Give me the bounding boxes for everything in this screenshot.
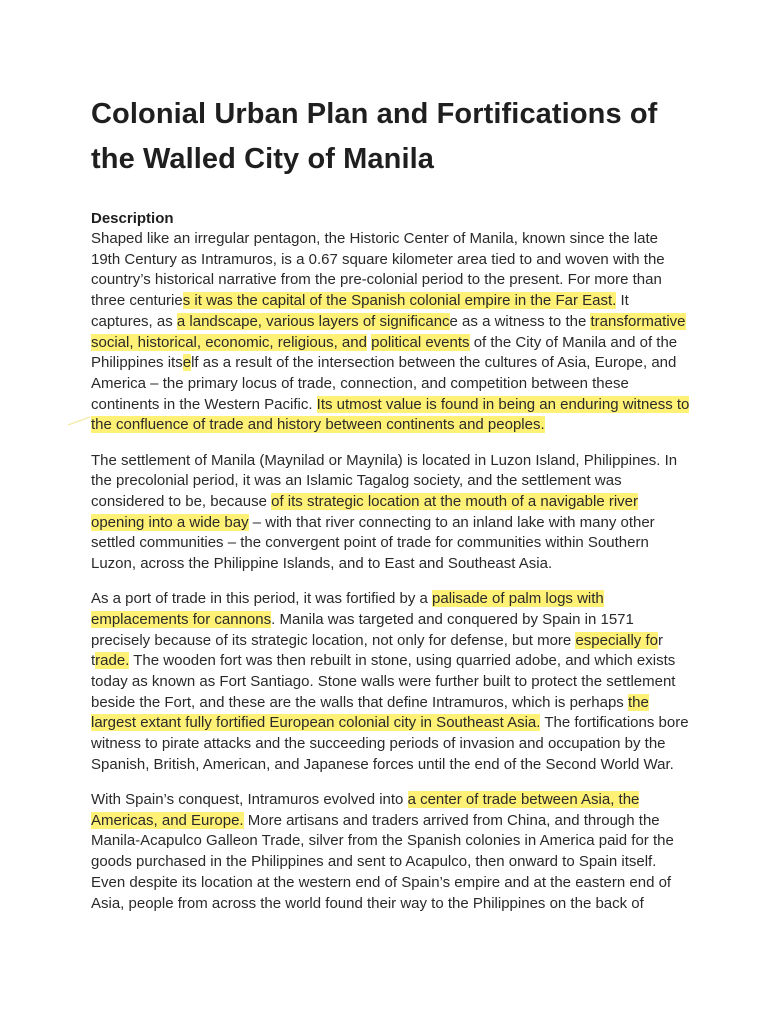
highlighted-text: rade. xyxy=(95,652,130,670)
body-paragraph xyxy=(91,229,691,436)
paragraph-text: The fortifications bore witness to pirate attacks and the succeeding periods of invasion and occupation by the Spanish, British, American, and Japanese forces until the end of the Second World War. xyxy=(91,714,689,773)
highlighted-text: especially fo xyxy=(575,631,658,649)
highlighted-text: e xyxy=(182,354,192,372)
highlighted-text: a center of trade between Asia, the Americas, and Europe. xyxy=(91,791,640,829)
paragraph-text: The settlement of Manila (Maynilad or Maynila) is located in Luzon Island, Philippines. In the precolonial period, it was an Islamic Tagalog society, and the settlement was considered to be, because xyxy=(91,451,678,510)
highlighted-text: s it was the capital of the Spanish colonial empire in the Far East. xyxy=(182,292,617,310)
paragraph-text: . Manila was targeted and conquered by Spain in 1571 precisely because of its strategic location, not only for defense, but more xyxy=(91,610,634,649)
paragraph-text: lf as a result of the intersection between the cultures of Asia, Europe, and America – the primary locus of trade, connection, and competition between these continents in the Western Pacific. xyxy=(91,354,677,413)
highlighted-text: transformative social, historical, economic, religious, and xyxy=(91,312,686,351)
paragraph-text: With Spain’s conquest, Intramuros evolved into xyxy=(91,791,408,809)
paragraph-text: – with that river connecting to an inland lake with many other settled communities – the convergent point of trade for communities within Southern Luzon, across the Philippine Islands, and to East and Southeast Asia. xyxy=(91,513,655,573)
paragraph-text: r t xyxy=(91,631,663,670)
highlighted-text: political events xyxy=(371,333,470,351)
highlighted-text: Its utmost value is found in being an enduring witness to the confluence of trade and history between continents and peoples. xyxy=(91,395,690,434)
highlighted-text: the largest extant fully fortified European colonial city in Southeast Asia. xyxy=(91,693,649,732)
paragraph-text: e as a witness to the xyxy=(449,312,591,330)
body-text xyxy=(91,229,691,914)
pen-mark-icon xyxy=(66,414,92,428)
paragraph-text: of the City of Manila and of the Philippines its xyxy=(91,333,678,372)
section-label: Description xyxy=(91,210,174,227)
document-title: Colonial Urban Plan and Fortifications of the Walled City of Manila xyxy=(91,98,658,175)
highlighted-text: of its strategic location at the mouth of a navigable river opening into a wide bay xyxy=(91,492,638,531)
highlighted-text: a landscape, various layers of significanc xyxy=(176,312,450,330)
paragraph-text: More artisans and traders arrived from China, and through the Manila-Acapulco Galleon Trade, silver from the Spanish colonies in America paid for the goods purchased in the Philippines and sent to Acapulco, then onward to Spain itself. Even despite its location at the western end of Spain’s empire and at the eastern end of Asia, people from across the world found their way to the Philippines on the back of xyxy=(91,811,674,912)
paragraph-text: Shaped like an irregular pentagon, the Historic Center of Manila, known since the late 19th Century as Intramuros, is a 0.67 square kilometer area tied to and woven with the country’s historical narrative from the pre-colonial period to the present. For more than three centurie xyxy=(91,230,665,310)
paragraph-text: It captures, as xyxy=(91,292,629,330)
highlighted-text: palisade of palm logs with emplacements for cannons xyxy=(91,590,604,628)
document-content xyxy=(91,92,691,914)
body-paragraph xyxy=(91,589,691,775)
body-paragraph xyxy=(91,451,691,575)
body-paragraph xyxy=(91,790,691,914)
paragraph-text: As a port of trade in this period, it was fortified by a xyxy=(91,590,433,608)
paragraph-text: The wooden fort was then rebuilt in stone, using quarried adobe, and which exists today as known as Fort Santiago. Stone walls were further built to protect the settlement beside the Fort, and these are the walls that define Intramuros, which is perhaps xyxy=(91,652,676,711)
